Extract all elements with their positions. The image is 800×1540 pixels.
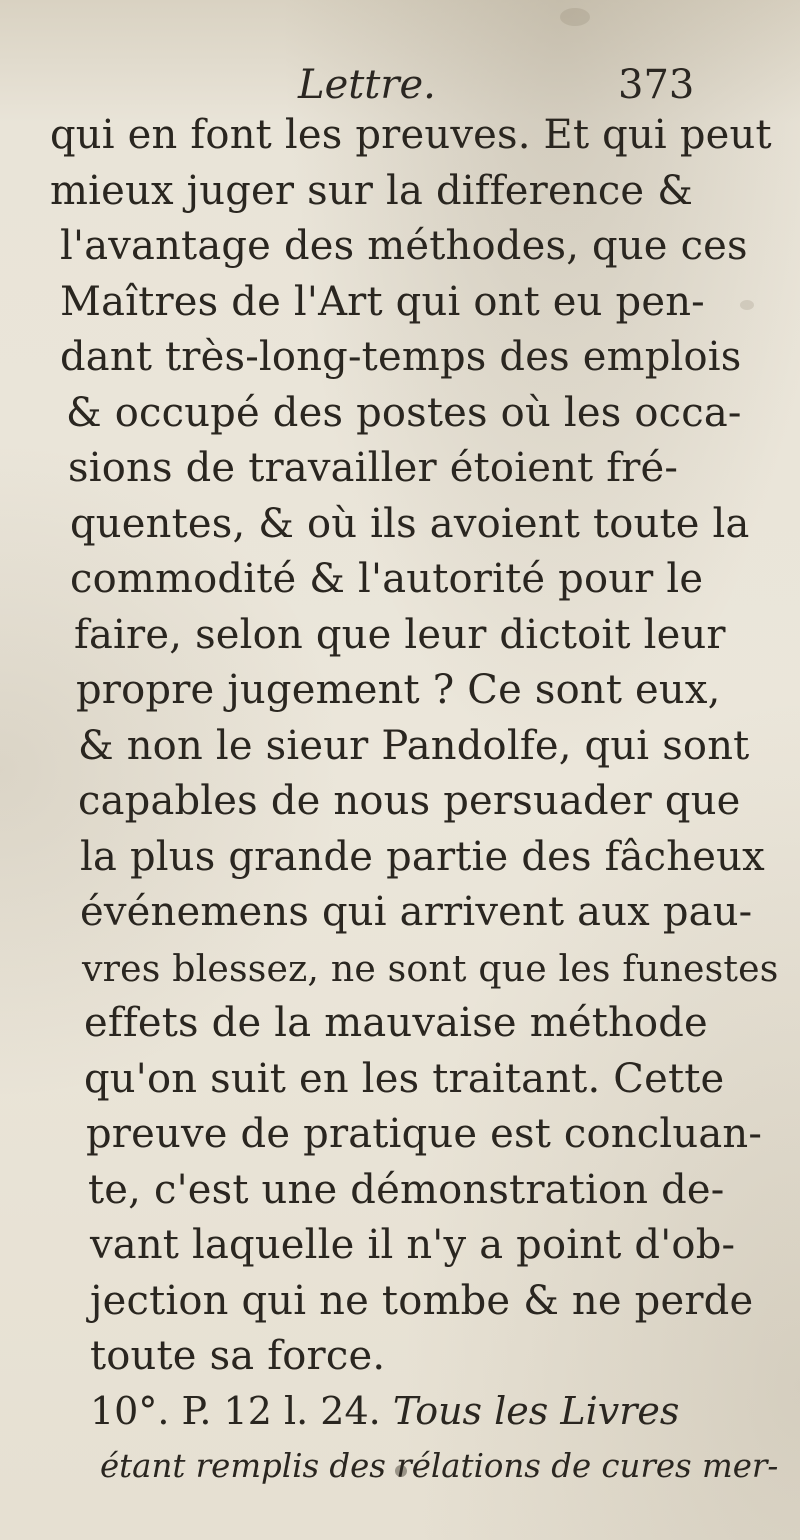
text-line: qui en font les preuves. Et qui peut (50, 112, 772, 158)
text-line: Maîtres de l'Art qui ont eu pen- (60, 278, 705, 325)
text-line: quentes, & où ils avoient toute la (70, 500, 750, 547)
text-line: preuve de pratique est concluan- (86, 1111, 763, 1157)
text-line: propre jugement ? Ce sont eux, (76, 667, 721, 713)
footnote-italic: Tous les Livres (392, 1389, 680, 1433)
text-line: & non le sieur Pandolfe, qui sont (78, 722, 750, 769)
text-line: sions de travailler étoient fré- (68, 445, 679, 491)
body-text (38, 108, 778, 1385)
footnote-line: étant remplis des rélations de cures mer- (100, 1447, 779, 1485)
text-line: commodité & l'autorité pour le (70, 556, 704, 602)
text-line: vant laquelle il n'y a point d'ob- (90, 1222, 736, 1268)
text-line: capables de nous persuader que (78, 778, 741, 824)
paper-stain (560, 8, 590, 26)
text-line: la plus grande partie des fâcheux (80, 833, 765, 880)
page-number: 373 (618, 62, 695, 108)
footnote-lead: 10°. P. 12 l. 24. (90, 1389, 381, 1433)
text-line: dant très-long-temps des emplois (60, 334, 742, 380)
text-line: effets de la mauvaise méthode (84, 1000, 708, 1046)
text-line: qu'on suit en les traitant. Cette (84, 1055, 725, 1102)
text-line: jection qui ne tombe & ne perde (90, 1277, 754, 1324)
footnote-line (38, 1384, 778, 1439)
footnote (38, 1384, 778, 1494)
text-line: l'avantage des méthodes, que ces (60, 223, 748, 269)
running-title: Lettre. (298, 62, 436, 108)
text-line: & occupé des postes où les occa- (66, 389, 742, 436)
text-line: te, c'est une démonstration de- (88, 1166, 725, 1213)
text-line: mieux juger sur la difference & (50, 167, 694, 214)
text-line: vres blessez, ne sont que les funestes (82, 946, 779, 990)
text-line: toute sa force. (90, 1333, 386, 1379)
text-line: faire, selon que leur dictoit leur (74, 611, 726, 658)
text-line: événemens qui arrivent aux pau- (80, 889, 753, 935)
page-header (0, 60, 800, 110)
